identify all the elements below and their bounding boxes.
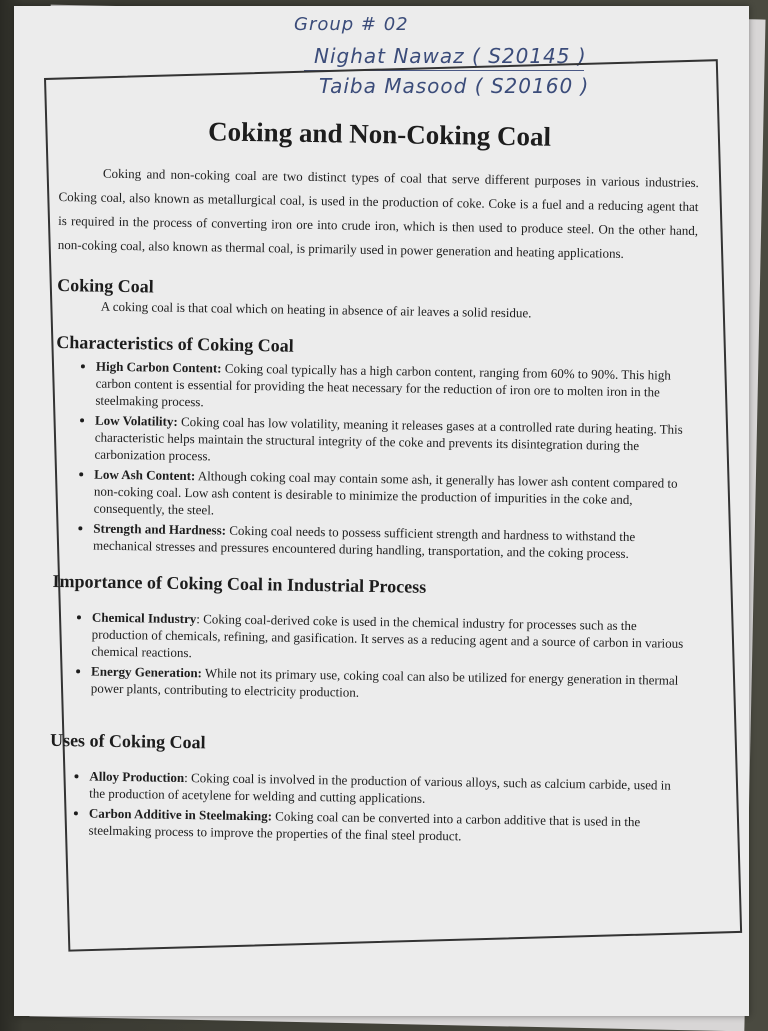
heading-characteristics: Characteristics of Coking Coal: [56, 331, 294, 356]
item-term: Alloy Production: [89, 768, 185, 786]
item-term: Chemical Industry: [91, 609, 197, 627]
item-term: Strength and Hardness:: [93, 520, 227, 538]
importance-list: [51, 608, 692, 706]
item-term: High Carbon Content:: [95, 358, 222, 376]
list-item: [94, 466, 695, 526]
handwritten-member-1: Nighat Nawaz ( S20145 ): [314, 44, 587, 68]
list-item: [93, 520, 693, 563]
document-body: [48, 106, 700, 854]
heading-uses: Uses of Coking Coal: [49, 729, 206, 753]
list-item: [88, 805, 688, 848]
item-term: Energy Generation:: [91, 663, 203, 681]
list-item: [91, 663, 691, 706]
intro-paragraph: Coking and non-coking coal are two distinct types of coal that serve different purposes in various industries. Coking coal, also known as metallurgical coal, is used in the production of coke. Coke is a fuel and a reducing agent that is required in the process of converting iron ore into crude iron, which is then used to produce steel. On the other hand, non-coking coal, also known as thermal coal, is primarily used in power generation and heating applications.: [57, 165, 699, 261]
uses-list: [49, 767, 690, 848]
list-item: [89, 768, 689, 811]
item-text: Although coking coal may contain some ash, it generally has lower ash content compared to non-coking coal. Low ash content is desirable to minimize the production of impurities in the coke and, consequently, the steel.: [93, 468, 678, 518]
item-text: : Coking coal-derived coke is used in the chemical industry for processes such as the production of chemicals, refining, and gasification. It serves as a reducing agent and a source of carbon in various chemical reactions.: [91, 611, 684, 661]
heading-importance: Importance of Coking Coal in Industrial Process: [52, 570, 427, 597]
item-term: Low Volatility:: [94, 412, 178, 429]
paper-sheet: [14, 6, 749, 1016]
item-term: Low Ash Content:: [94, 466, 196, 484]
list-item: [95, 358, 696, 418]
item-text: While not its primary use, coking coal can also be utilized for energy generation in thermal power plants, contributing to electricity production.: [90, 665, 679, 700]
handwritten-group: Group # 02: [294, 14, 409, 35]
item-text: Coking coal needs to possess sufficient strength and hardness to withstand the mechanical stresses and pressures encountered during handling, transportation, and the coking process.: [92, 522, 636, 561]
coking-coal-definition: A coking coal is that coal which on heating in absence of air leaves a solid residue.: [100, 298, 532, 321]
handwritten-member-2: Taiba Masood ( S20160 ): [319, 74, 590, 98]
item-text: Coking coal typically has a high carbon content, ranging from 60% to 90%. This high carbon content is essential for providing the heat necessary for the reduction of iron ore to molten iron in the steelmaking process.: [95, 360, 671, 410]
heading-coking-coal: Coking Coal: [57, 274, 154, 297]
list-item: [94, 412, 695, 472]
characteristics-list: [53, 357, 696, 563]
item-text: Coking coal can be converted into a carbon additive that is used in the steelmaking process to improve the properties of the final steel product.: [88, 808, 641, 844]
item-text: : Coking coal is involved in the production of various alloys, such as calcium carbide, used in the production of acetylene for welding and cutting applications.: [89, 770, 671, 806]
document-title: Coking and Non-Coking Coal: [207, 116, 552, 152]
item-term: Carbon Additive in Steelmaking:: [88, 805, 273, 824]
list-item: [91, 609, 692, 669]
item-text: Coking coal has low volatility, meaning it releases gases at a controlled rate during heating. This characteristic helps maintain the structural integrity of the coke and prevents its disintegration during the carbonization process.: [94, 413, 683, 464]
